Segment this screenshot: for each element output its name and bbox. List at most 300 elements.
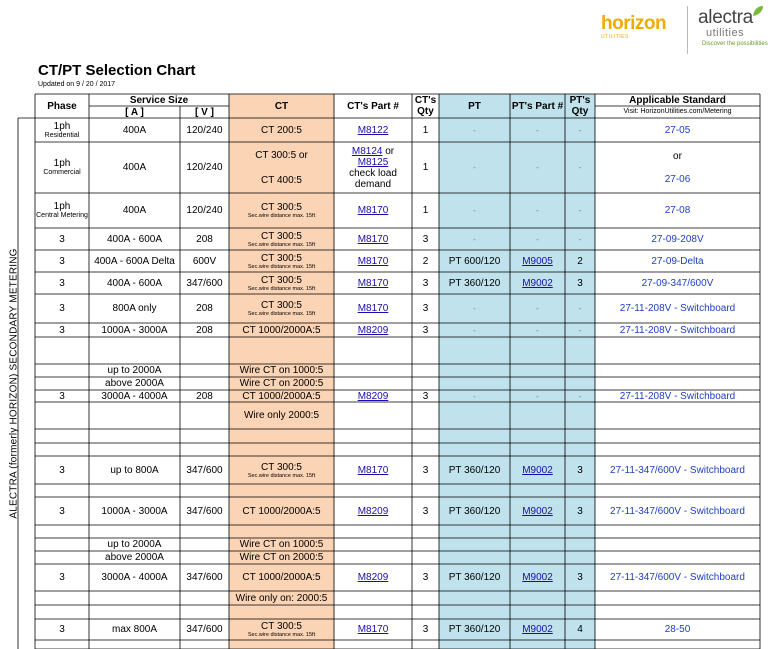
cell-pt	[439, 193, 510, 228]
cell-amps	[89, 390, 180, 402]
pt-qty-value: 4	[577, 624, 583, 635]
cell-sub-amps-1	[89, 538, 180, 551]
cell-standard	[595, 193, 760, 228]
cell-ct-part[interactable]	[334, 564, 412, 591]
cell-ct	[229, 193, 334, 228]
phase-value: 3	[59, 572, 65, 583]
pt-value: PT 360/120	[448, 624, 501, 635]
cell-ct-qty	[412, 272, 439, 294]
cell-ct-qty	[412, 323, 439, 337]
header-service-size-text: Service Size	[129, 94, 189, 106]
ct-note: Sec.wire distance max. 15ft	[247, 632, 316, 638]
ct-qty-value: 3	[422, 390, 429, 402]
phase-value: 1ph	[53, 120, 71, 132]
cell-volts	[180, 272, 229, 294]
phase-value: 3	[59, 505, 65, 517]
cell-pt-part	[510, 323, 565, 337]
cell-volts	[180, 323, 229, 337]
header-standard-text: Applicable Standard	[629, 94, 726, 106]
cell-ct-part	[334, 142, 412, 193]
cell-pt-part[interactable]	[510, 497, 565, 525]
cell-ct-qty	[412, 564, 439, 591]
cell-phase	[35, 390, 89, 402]
header-ct-part-text: CT's Part #	[347, 100, 399, 112]
ct-part-link[interactable]: M8170	[357, 464, 389, 476]
pt-qty-value: -	[578, 304, 582, 313]
cell-phase	[35, 323, 89, 337]
amps-value: 1000A - 3000A	[101, 324, 168, 336]
standard-url-link[interactable]: Visit: HorizonUtilities.com/Metering	[623, 108, 732, 115]
cell-pt	[439, 142, 510, 193]
cell-pt-part	[510, 118, 565, 142]
header-ct-qty-text: CT's Qty	[414, 95, 437, 117]
cell-amps	[89, 193, 180, 228]
cell-pt-part	[510, 390, 565, 402]
cell-ct-part[interactable]	[334, 323, 412, 337]
standard-value: 27-11-347/600V - Switchboard	[610, 464, 745, 476]
cell-ct-part[interactable]	[334, 272, 412, 294]
header-ct-part	[334, 94, 412, 118]
cell-pt-qty	[565, 497, 595, 525]
cell-pt-part[interactable]	[510, 619, 565, 640]
ct-qty-value: 3	[422, 324, 429, 336]
pt-qty-value: 3	[577, 277, 583, 289]
ct-part-link[interactable]: M8209	[357, 324, 389, 336]
pt-part-link[interactable]: M9005	[522, 255, 553, 267]
cell-volts	[180, 390, 229, 402]
cell-pt	[439, 250, 510, 272]
ct-qty-value: 1	[422, 124, 429, 136]
ct-qty-value: 3	[422, 505, 429, 517]
standard-value: 27-09-Delta	[651, 255, 704, 267]
cell-pt-qty	[565, 456, 595, 484]
phase-value: 1ph	[53, 201, 71, 212]
cell-pt-part[interactable]	[510, 272, 565, 294]
standard-value: 27-11-208V - Switchboard	[619, 324, 736, 336]
cell-ct-qty	[412, 294, 439, 323]
pt-part-link[interactable]: M9002	[522, 572, 553, 583]
pt-qty-value: 2	[577, 255, 583, 267]
cell-ct	[229, 118, 334, 142]
pt-value: PT 360/120	[448, 572, 501, 583]
cell-amps	[89, 118, 180, 142]
standard-value: 27-11-208V - Switchboard	[619, 303, 736, 314]
cell-ct	[229, 142, 334, 193]
amps-value: up to 800A	[110, 464, 159, 476]
ct-part-link[interactable]: M8170	[357, 255, 389, 267]
pt-qty-value: -	[578, 125, 582, 135]
cell-ct-qty	[412, 193, 439, 228]
pt-qty-value: -	[578, 206, 582, 215]
volts-value: 347/600	[186, 464, 223, 476]
volts-value: 208	[196, 303, 213, 314]
volts-value: 120/240	[186, 124, 223, 136]
sub-ct-1: Wire CT on 1000:5	[239, 539, 324, 550]
cell-standard	[595, 250, 760, 272]
cell-phase	[35, 228, 89, 250]
cell-phase	[35, 619, 89, 640]
horizon-wordmark: horizon	[601, 13, 667, 34]
pt-part-value: -	[536, 325, 539, 335]
standard-value: 27-11-347/600V - Switchboard	[610, 505, 745, 517]
phase-value: 1ph	[53, 158, 71, 169]
cell-ct-qty	[412, 142, 439, 193]
cell-volts	[180, 250, 229, 272]
phase-subtitle: Central Metering	[36, 212, 88, 219]
ct-value: CT 300:5	[261, 230, 302, 242]
amps-value: 400A	[122, 124, 147, 136]
volts-value: 208	[196, 390, 213, 402]
standard-value: 27-06	[664, 173, 691, 185]
sub-ct-2: Wire CT on 2000:5	[239, 378, 324, 389]
sub-ct: Wire only 2000:5	[243, 410, 320, 421]
ct-qty-value: 3	[422, 624, 429, 635]
cell-volts	[180, 497, 229, 525]
pt-part-value: -	[536, 234, 539, 244]
cell-ct	[229, 250, 334, 272]
cell-sub-ct-2	[229, 377, 334, 390]
header-ct-text: CT	[274, 100, 289, 112]
ct-qty-value: 3	[422, 233, 429, 245]
ct-value: CT 300:5	[261, 274, 302, 286]
sub-amps-2: above 2000A	[105, 378, 164, 389]
ct-note: Sec.wire distance max. 15ft	[247, 311, 316, 317]
ct-note: Sec.wire distance max. 15ft	[247, 263, 316, 270]
header-pt-qty	[565, 94, 595, 118]
cell-pt	[439, 564, 510, 591]
cell-ct	[229, 619, 334, 640]
pt-part-value: -	[536, 125, 539, 135]
cell-standard	[595, 272, 760, 294]
cell-sub-amps-1	[89, 364, 180, 377]
volts-value: 600V	[192, 255, 217, 267]
amps-value: 400A - 600A	[106, 233, 163, 245]
cell-ct	[229, 272, 334, 294]
pt-value: -	[473, 163, 476, 172]
pt-part-link[interactable]: M9002	[522, 624, 553, 635]
cell-volts	[180, 193, 229, 228]
cell-ct	[229, 564, 334, 591]
amps-value: 1000A - 3000A	[101, 505, 168, 517]
pt-value: PT 360/120	[448, 505, 501, 517]
cell-ct-qty	[412, 250, 439, 272]
cell-standard	[595, 497, 760, 525]
volts-value: 347/600	[186, 277, 223, 289]
cell-ct-qty	[412, 497, 439, 525]
cell-amps	[89, 294, 180, 323]
pt-value: -	[473, 325, 476, 335]
cell-pt-part[interactable]	[510, 456, 565, 484]
ct-part-link[interactable]: M8209	[357, 390, 389, 402]
cell-ct-qty	[412, 228, 439, 250]
cell-sub-ct	[229, 591, 334, 605]
pt-qty-value: -	[578, 163, 582, 172]
cell-standard	[595, 323, 760, 337]
alectra-subtitle: utilities	[706, 27, 745, 39]
ct-part-link-b[interactable]: M8125	[357, 156, 389, 168]
header-pt	[439, 94, 510, 118]
ct-part-link-a[interactable]: M8124	[351, 145, 383, 157]
phase-value: 3	[59, 303, 65, 314]
ct-qty-value: 3	[422, 572, 429, 583]
header-volts-text: [ V ]	[195, 106, 214, 118]
amps-value: 800A only	[112, 303, 157, 314]
cell-sub-ct-1	[229, 538, 334, 551]
sub-amps-1: up to 2000A	[107, 365, 162, 376]
phase-value: 3	[59, 624, 65, 635]
ct-part-link[interactable]: M8170	[357, 205, 389, 216]
pt-value: PT 600/120	[448, 255, 501, 267]
cell-pt	[439, 228, 510, 250]
ct-value: CT 1000/2000A:5	[242, 572, 321, 583]
cell-sub-ct	[229, 402, 334, 429]
pt-qty-value: -	[578, 325, 582, 335]
standard-value: 27-05	[664, 124, 691, 136]
cell-ct	[229, 323, 334, 337]
ct-part-line-1	[352, 146, 394, 157]
cell-pt-qty	[565, 390, 595, 402]
cell-volts	[180, 564, 229, 591]
cell-volts	[180, 619, 229, 640]
cell-standard	[595, 456, 760, 484]
ct-value: CT 1000/2000A:5	[242, 324, 321, 336]
cell-pt-qty	[565, 272, 595, 294]
volts-value: 208	[196, 233, 213, 245]
phase-value: 3	[59, 324, 65, 336]
amps-value: 3000A - 4000A	[101, 390, 168, 402]
ct-qty-value: 1	[422, 205, 429, 216]
ct-part-link[interactable]: M8122	[357, 124, 389, 136]
cell-standard	[595, 142, 760, 193]
volts-value: 347/600	[186, 505, 223, 517]
volts-value: 208	[196, 324, 213, 336]
pt-value: -	[473, 125, 476, 135]
cell-pt	[439, 619, 510, 640]
cell-volts	[180, 294, 229, 323]
pt-part-link[interactable]: M9002	[522, 505, 553, 517]
cell-pt-qty	[565, 323, 595, 337]
cell-ct	[229, 228, 334, 250]
sub-ct-2: Wire CT on 2000:5	[239, 552, 324, 563]
ct-value-a: CT 300:5 or	[255, 149, 308, 161]
header-standard-url[interactable]	[595, 106, 760, 118]
cell-ct-part[interactable]	[334, 193, 412, 228]
cell-sub-ct-1	[229, 364, 334, 377]
cell-ct-part[interactable]	[334, 497, 412, 525]
volts-value: 120/240	[186, 162, 223, 173]
pt-part-value: -	[536, 163, 539, 172]
ct-value-b: CT 400:5	[261, 174, 302, 186]
amps-value: 400A	[122, 205, 147, 216]
cell-volts	[180, 142, 229, 193]
pt-qty-value: -	[578, 391, 582, 401]
ct-value: CT 300:5	[261, 252, 302, 264]
ct-qty-value: 3	[422, 277, 429, 289]
ct-value: CT 300:5	[261, 300, 302, 311]
cell-sub-ct-2	[229, 551, 334, 564]
phase-subtitle: Commercial	[43, 169, 81, 176]
ct-value: CT 300:5	[261, 202, 302, 213]
ct-qty-value: 3	[422, 303, 429, 314]
cell-ct	[229, 390, 334, 402]
cell-ct	[229, 497, 334, 525]
cell-phase	[35, 294, 89, 323]
pt-qty-value: 3	[577, 464, 583, 476]
cell-pt	[439, 118, 510, 142]
ct-part-link[interactable]: M8209	[357, 572, 389, 583]
cell-phase	[35, 193, 89, 228]
cell-ct	[229, 456, 334, 484]
ct-value: CT 300:5	[261, 461, 302, 473]
cell-pt	[439, 323, 510, 337]
cell-standard	[595, 390, 760, 402]
sub-amps-2: above 2000A	[105, 552, 164, 563]
volts-value: 347/600	[186, 624, 223, 635]
pt-value: -	[473, 206, 476, 215]
cell-ct-part[interactable]	[334, 390, 412, 402]
cell-ct-part[interactable]	[334, 250, 412, 272]
standard-value: 27-11-347/600V - Switchboard	[610, 572, 745, 583]
cell-sub-amps-2	[89, 551, 180, 564]
pt-value: -	[473, 304, 476, 313]
cell-amps	[89, 250, 180, 272]
cell-amps	[89, 228, 180, 250]
ct-value: CT 300:5	[261, 621, 302, 632]
pt-qty-value: -	[578, 234, 582, 244]
cell-pt-part	[510, 193, 565, 228]
cell-amps	[89, 619, 180, 640]
cell-pt-part	[510, 228, 565, 250]
header-pt-part-text: PT's Part #	[511, 100, 564, 112]
pt-part-link[interactable]: M9002	[522, 277, 553, 289]
cell-pt-qty	[565, 193, 595, 228]
side-label-text: ALECTRA (formerly HORIZON) SECONDARY METERING	[8, 247, 20, 519]
header-ct	[229, 94, 334, 118]
cell-phase	[35, 564, 89, 591]
ct-part-link[interactable]: M8170	[357, 624, 389, 635]
sub-ct: Wire only on: 2000:5	[235, 592, 328, 604]
header-phase-text: Phase	[47, 100, 77, 112]
standard-value: 27-11-208V - Switchboard	[619, 390, 736, 402]
pt-value: PT 360/120	[448, 277, 501, 289]
ct-part-link[interactable]: M8209	[357, 505, 389, 517]
ct-note: Sec.wire distance max. 15ft	[247, 285, 316, 292]
cell-phase	[35, 497, 89, 525]
amps-value: 400A - 600A	[106, 277, 163, 289]
alectra-wordmark: alectra	[698, 7, 753, 28]
pt-value: -	[473, 391, 476, 401]
header-ct-qty	[412, 94, 439, 118]
cell-pt	[439, 390, 510, 402]
phase-value: 3	[59, 390, 65, 402]
pt-part-value: -	[536, 304, 539, 313]
header-standard	[595, 94, 760, 106]
cell-phase	[35, 456, 89, 484]
phase-subtitle: Residential	[44, 131, 80, 139]
header-pt-text: PT	[468, 100, 481, 112]
ct-part-note: check load demand	[349, 167, 397, 190]
volts-value: 120/240	[186, 205, 223, 216]
cell-pt-part	[510, 142, 565, 193]
sub-amps-1: up to 2000A	[107, 539, 162, 550]
cell-pt-qty	[565, 294, 595, 323]
ct-qty-value: 2	[422, 255, 429, 267]
ct-note: Sec.wire distance max. 15ft	[247, 241, 316, 248]
ct-part-link[interactable]: M8170	[357, 303, 389, 314]
cell-volts	[180, 228, 229, 250]
cell-ct-part[interactable]	[334, 456, 412, 484]
cell-pt-part[interactable]	[510, 250, 565, 272]
pt-qty-value: 3	[577, 572, 583, 583]
pt-value: PT 360/120	[448, 464, 501, 476]
cell-standard	[595, 228, 760, 250]
cell-amps	[89, 456, 180, 484]
cell-amps	[89, 272, 180, 294]
ct-value: CT 1000/2000A:5	[242, 390, 321, 402]
ct-qty-value: 1	[422, 162, 429, 173]
cell-ct-part[interactable]	[334, 619, 412, 640]
cell-pt-qty	[565, 118, 595, 142]
ct-part-link[interactable]: M8170	[357, 277, 389, 289]
standard-value: 27-08	[664, 205, 691, 216]
cell-ct-part[interactable]	[334, 228, 412, 250]
header-phase	[35, 94, 89, 118]
cell-standard	[595, 564, 760, 591]
header-service-size	[89, 94, 229, 106]
standard-value: 28-50	[664, 624, 691, 635]
phase-value: 3	[59, 277, 65, 289]
cell-amps	[89, 564, 180, 591]
pt-qty-value: 3	[577, 505, 583, 517]
header-pt-part	[510, 94, 565, 118]
cell-standard	[595, 294, 760, 323]
cell-ct-qty	[412, 619, 439, 640]
header-pt-qty-text: PT's Qty	[569, 95, 591, 117]
pt-part-value: -	[536, 391, 539, 401]
cell-ct-qty	[412, 118, 439, 142]
pt-part-link[interactable]: M9002	[522, 464, 553, 476]
volts-value: 347/600	[186, 572, 223, 583]
amps-value: 3000A - 4000A	[101, 572, 168, 583]
amps-value: 400A	[122, 162, 147, 173]
cell-ct	[229, 294, 334, 323]
cell-pt	[439, 456, 510, 484]
cell-phase	[35, 250, 89, 272]
updated-date: Updated on 9 / 20 / 2017	[38, 81, 116, 88]
ct-value: CT 1000/2000A:5	[242, 505, 321, 517]
cell-pt	[439, 272, 510, 294]
ct-value: CT 200:5	[261, 124, 302, 136]
sub-ct-1: Wire CT on 1000:5	[239, 365, 324, 376]
cell-ct-part[interactable]	[334, 294, 412, 323]
cell-volts	[180, 456, 229, 484]
phase-value: 3	[59, 464, 65, 476]
cell-phase	[35, 118, 89, 142]
cell-ct-part[interactable]	[334, 118, 412, 142]
page-title: CT/PT Selection Chart	[38, 62, 196, 79]
cell-pt-part[interactable]	[510, 564, 565, 591]
cell-amps	[89, 497, 180, 525]
cell-pt	[439, 294, 510, 323]
ct-part-link[interactable]: M8170	[357, 233, 389, 245]
cell-pt-qty	[565, 619, 595, 640]
cell-pt	[439, 497, 510, 525]
horizon-tagline: UTILITIES	[601, 34, 629, 40]
standard-value: 27-09-347/600V	[641, 277, 714, 289]
ct-note: Sec.wire distance max. 15ft	[247, 472, 316, 479]
cell-standard	[595, 118, 760, 142]
header-amps-text: [ A ]	[125, 106, 144, 118]
